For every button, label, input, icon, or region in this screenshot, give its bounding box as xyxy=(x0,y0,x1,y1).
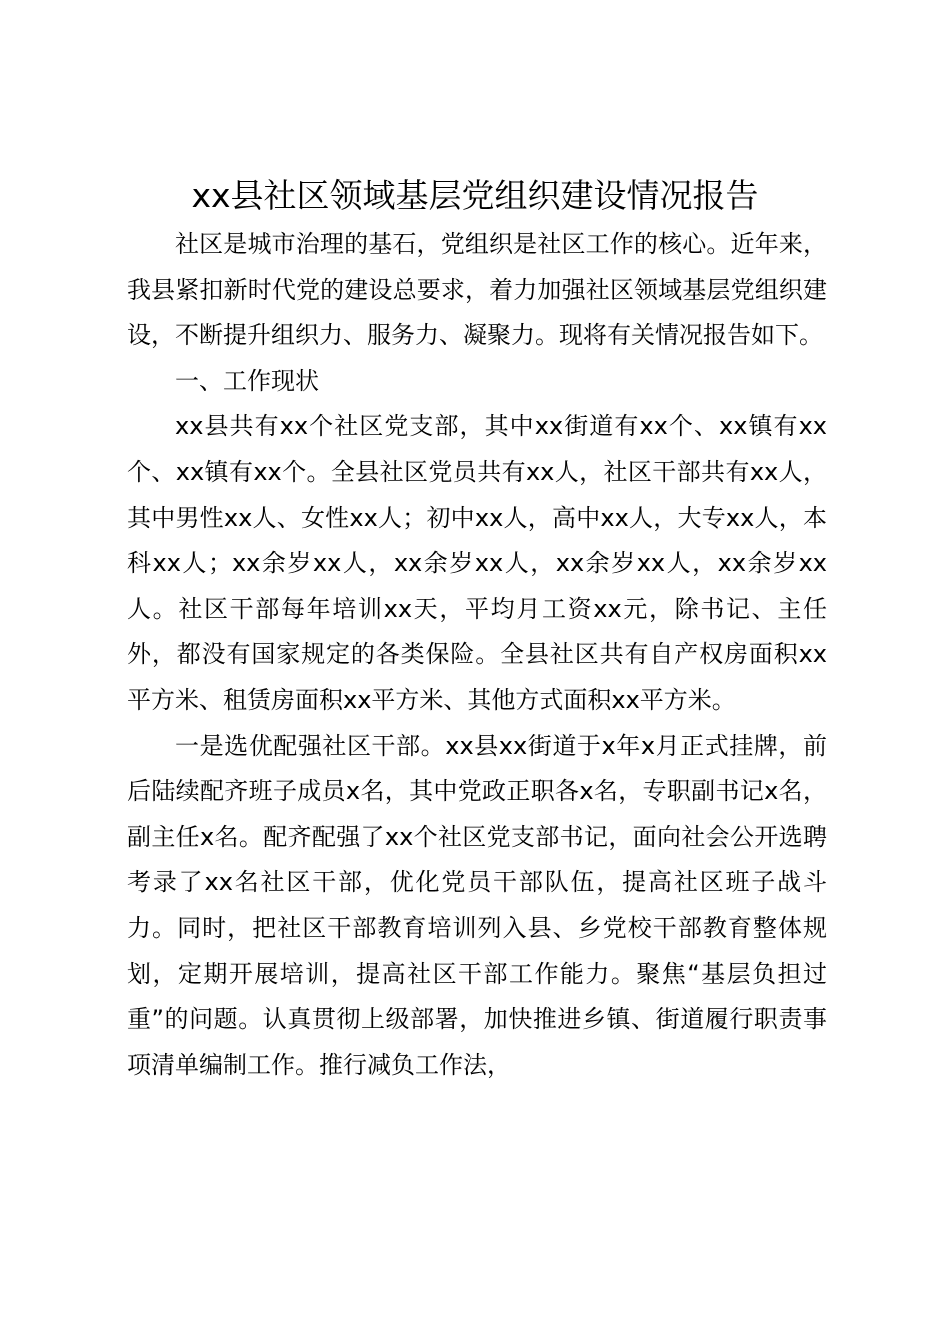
section-heading: 一、工作现状 xyxy=(175,366,319,395)
paragraph-intro: 社区是城市治理的基石，党组织是社区工作的核心。近年来，我县紧扣新时代党的建设总要求，着力加强社区领域基层党组织建设，不断提升组织力、服务力、凝聚力。现将有关情况报告如下。 xyxy=(127,230,827,350)
document-body xyxy=(127,222,827,1088)
paragraph-status: xx县共有xx个社区党支部，其中xx街道有xx个、xx镇有xx个、xx镇有xx个。全县社区党员共有xx人，社区干部共有xx人，其中男性xx人、女性xx人；初中xx人，高中xx人，大专xx人，本科xx人；xx余岁xx人，xx余岁xx人，xx余岁xx人，xx余岁xx人。社区干部每年培训xx天，平均月工资xx元，除书记、主任外，都没有国家规定的各类保险。全县社区共有自产权房面积xx平方米、租赁房面积xx平方米、其他方式面积xx平方米。 xyxy=(127,412,827,714)
document-title: xx县社区领域基层党组织建设情况报告 xyxy=(191,176,759,215)
paragraph-cadres: 一是选优配强社区干部。xx县xx街道于x年x月正式挂牌，前后陆续配齐班子成员x名，其中党政正职各x名，专职副书记x名，副主任x名。配齐配强了xx个社区党支部书记，面向社会公开选聘考录了xx名社区干部，优化党员干部队伍，提高社区班子战斗力。同时，把社区干部教育培训列入县、乡党校干部教育整体规划，定期开展培训，提高社区干部工作能力。聚焦“基层负担过重”的问题。认真贯彻上级部署，加快推进乡镇、街道履行职责事项清单编制工作。推行减负工作法， xyxy=(127,731,827,1079)
